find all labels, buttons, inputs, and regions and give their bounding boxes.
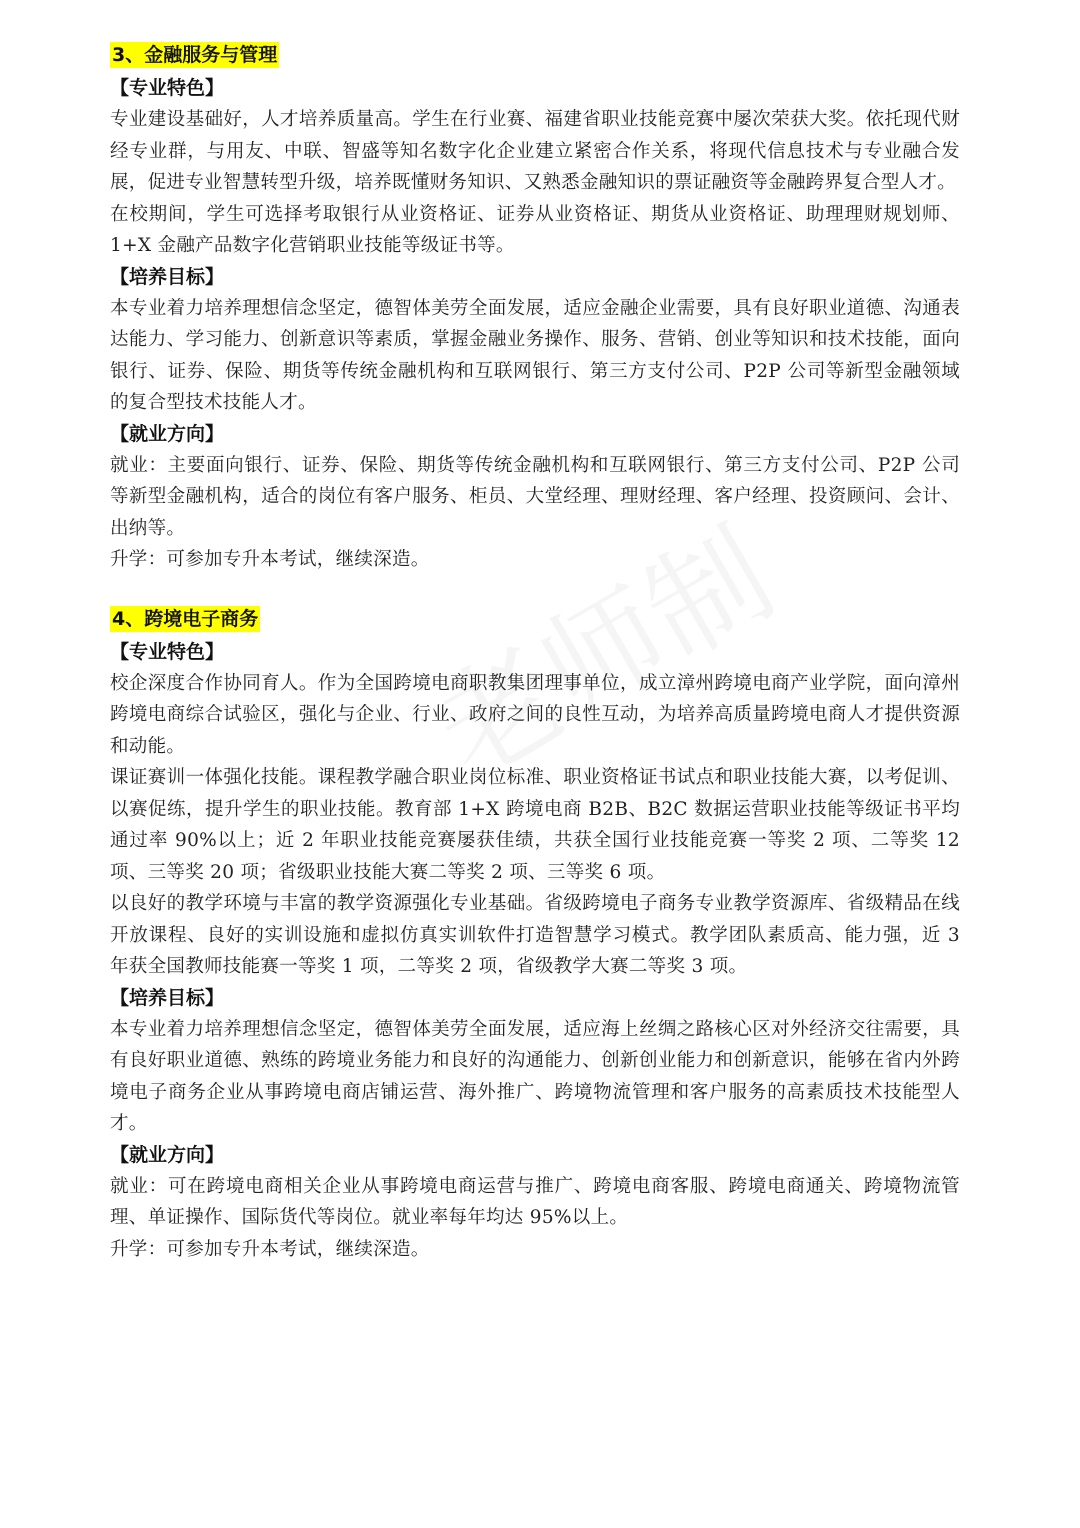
paragraph: 校企深度合作协同育人。作为全国跨境电商职教集团理事单位，成立漳州跨境电商产业学院，面向漳州跨境电商综合试验区，强化与企业、行业、政府之间的良性互动，为培养高质量跨境电商人才提供资源和动能。 [110,672,960,757]
paragraph: 课证赛训一体强化技能。课程教学融合职业岗位标准、职业资格证书试点和职业技能大赛，以考促训、以赛促练，提升学生的职业技能。教育部 1+X 跨境电商 B2B、B2C 数据运营职业技能等级证书平均通过率 90%以上；近 2 年职业技能竞赛屡获佳绩，共获全国行业技能竞赛一等奖 2 项、二等奖 12 项、三等奖 20 项；省级职业技能大赛二等奖 2 项、三等奖 6 项。 [110,767,960,883]
paragraph: 以良好的教学环境与丰富的教学资源强化专业基础。省级跨境电子商务专业教学资源库、省级精品在线开放课程、良好的实训设施和虚拟仿真实训软件打造智慧学习模式。教学团队素质高、能力强，近 3 年获全国教师技能赛一等奖 1 项，二等奖 2 项，省级教学大赛二等奖 3 项。 [110,893,960,977]
paragraph: 专业建设基础好，人才培养质量高。学生在行业赛、福建省职业技能竞赛中屡次荣获大奖。依托现代财经专业群，与用友、中联、智盛等知名数字化企业建立紧密合作关系，将现代信息技术与专业融合发展，促进专业智慧转型升级，培养既懂财务知识、又熟悉金融知识的票证融资等金融跨界复合型人才。 [110,109,960,193]
block-heading-careers: 【就业方向】 [110,1143,225,1166]
block-heading-goals: 【培养目标】 [110,986,225,1009]
block-heading-careers: 【就业方向】 [110,422,225,445]
block-heading-features: 【专业特色】 [110,640,225,663]
block-heading-features: 【专业特色】 [110,77,225,99]
section-title: 3、金融服务与管理 [112,44,278,66]
paragraph: 本专业着力培养理想信念坚定，德智体美劳全面发展，适应海上丝绸之路核心区对外经济交往需要，具有良好职业道德、熟练的跨境业务能力和良好的沟通能力、创新创业能力和创新意识，能够在省内外跨境电子商务企业从事跨境电商店铺运营、海外推广、跨境物流管理和客户服务的高素质技术技能型人才。 [110,1018,960,1134]
document-page [110,40,960,1293]
block-heading-goals: 【培养目标】 [110,265,225,288]
paragraph: 就业：主要面向银行、证券、保险、期货等传统金融机构和互联网银行、第三方支付公司、P2P 公司等新型金融机构，适合的岗位有客户服务、柜员、大堂经理、理财经理、客户经理、投资顾问、会计、出纳等。 [110,454,960,539]
major-section-finance [110,40,960,576]
paragraph: 就业：可在跨境电商相关企业从事跨境电商运营与推广、跨境电商客服、跨境电商通关、跨境物流管理、单证操作、国际货代等岗位。就业率每年均达 95%以上。 [110,1175,960,1228]
paragraph: 升学：可参加专升本考试，继续深造。 [110,1238,430,1260]
section-title: 4、跨境电子商务 [112,607,259,630]
paragraph: 在校期间，学生可选择考取银行从业资格证、证券从业资格证、期货从业资格证、助理理财规划师、1+X 金融产品数字化营销职业技能等级证书等。 [110,203,960,256]
major-section-ecommerce [110,604,960,1266]
paragraph: 升学：可参加专升本考试，继续深造。 [110,549,430,570]
paragraph: 本专业着力培养理想信念坚定，德智体美劳全面发展，适应金融企业需要，具有良好职业道德、沟通表达能力、学习能力、创新意识等素质，掌握金融业务操作、服务、营销、创业等知识和技术技能，面向银行、证券、保险、期货等传统金融机构和互联网银行、第三方支付公司、P2P 公司等新型金融领域的复合型技术技能人才。 [110,297,960,413]
